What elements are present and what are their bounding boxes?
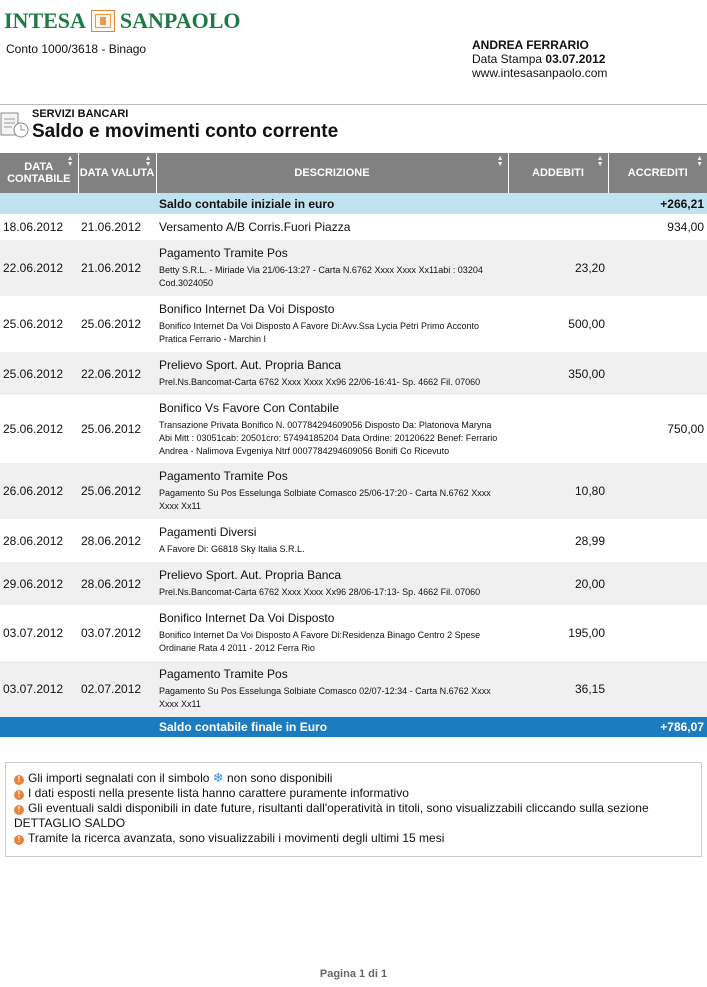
initial-balance-value: +266,21 <box>608 193 707 214</box>
cell-data-contabile: 28.06.2012 <box>0 519 78 562</box>
cell-data-contabile: 25.06.2012 <box>0 296 78 352</box>
description-detail: Betty S.R.L. - Miriade Via 21/06-13:27 - Carta N.6762 Xxxx Xxxx Xx11abi : 03204 Cod.3024050 <box>159 265 483 288</box>
description-title: Bonifico Internet Da Voi Disposto <box>159 302 335 316</box>
cell-descrizione <box>156 240 508 296</box>
cell-addebito: 36,15 <box>508 661 608 717</box>
sort-arrows-icon[interactable]: ▲ ▼ <box>696 155 703 168</box>
cell-data-valuta: 28.06.2012 <box>78 562 156 605</box>
table-row <box>0 661 707 717</box>
cell-descrizione <box>156 214 508 240</box>
info-bullet-icon: ! <box>14 775 24 785</box>
description-title: Prelievo Sport. Aut. Propria Banca <box>159 358 342 372</box>
cell-descrizione <box>156 605 508 661</box>
cell-addebito: 195,00 <box>508 605 608 661</box>
cell-data-valuta: 03.07.2012 <box>78 605 156 661</box>
cell-descrizione <box>156 562 508 605</box>
cell-data-valuta: 21.06.2012 <box>78 240 156 296</box>
document-clock-icon <box>0 110 30 140</box>
cell-descrizione <box>156 519 508 562</box>
info-bullet-icon: ! <box>14 805 24 815</box>
column-header-accrediti[interactable]: ACCREDITI ▲ ▼ <box>608 153 707 193</box>
cell-accredito <box>608 240 707 296</box>
cell-data-valuta: 25.06.2012 <box>78 395 156 463</box>
table-row <box>0 605 707 661</box>
cell-data-contabile: 03.07.2012 <box>0 605 78 661</box>
table-row <box>0 352 707 395</box>
note-item: ! I dati esposti nella presente lista hanno carattere puramente informativo <box>14 786 693 801</box>
description-title: Bonifico Internet Da Voi Disposto <box>159 611 335 625</box>
sort-arrows-icon[interactable]: ▲ ▼ <box>596 155 604 168</box>
cell-data-contabile: 22.06.2012 <box>0 240 78 296</box>
table-row <box>0 562 707 605</box>
cell-data-valuta: 02.07.2012 <box>78 661 156 717</box>
page-number: Pagina 1 di 1 <box>319 968 388 980</box>
snowflake-icon: ❄ <box>212 770 224 785</box>
bank-logo <box>4 8 241 34</box>
cell-accredito: 934,00 <box>608 214 707 240</box>
cell-data-valuta: 21.06.2012 <box>78 214 156 240</box>
cell-accredito: 750,00 <box>608 395 707 463</box>
description-detail: Prel.Ns.Bancomat-Carta 6762 Xxxx Xxxx Xx96 22/06-16:41- Sp. 4662 Fil. 07060 <box>159 377 481 387</box>
cell-addebito: 20,00 <box>508 562 608 605</box>
description-detail: Transazione Privata Bonifico N. 007784294609056 Disposto Da: Platonova Maryna Abi Mitt : 03051cab: 20501cro: 57494185204 Data Ordine: 20120622 Benef: Ferrario Andrea - Nalimova Evgeniya Ntrf 0007784294609056 Bonifi Co Ricevuto <box>159 419 498 456</box>
column-header-data-contabile[interactable]: DATA CONTABILE ▲ ▼ <box>0 153 78 193</box>
table-row <box>0 296 707 352</box>
description-title: Versamento A/B Corris.Fuori Piazza <box>159 220 351 234</box>
description-detail: A Favore Di: G6818 Sky Italia S.R.L. <box>159 544 305 554</box>
movements-table <box>0 153 707 737</box>
cell-addebito <box>508 214 608 240</box>
cell-accredito <box>608 296 707 352</box>
website[interactable]: www.intesasanpaolo.com <box>472 66 608 80</box>
description-detail: Pagamento Su Pos Esselunga Solbiate Comasco 25/06-17:20 - Carta N.6762 Xxxx Xxxx Xx11 <box>159 488 491 511</box>
final-balance-row <box>0 717 707 737</box>
table-row <box>0 519 707 562</box>
cell-data-valuta: 25.06.2012 <box>78 296 156 352</box>
cell-accredito <box>608 605 707 661</box>
cell-accredito <box>608 661 707 717</box>
logo-word-intesa: INTESA <box>4 8 86 33</box>
client-name: ANDREA FERRARIO <box>472 38 589 52</box>
cell-data-contabile: 25.06.2012 <box>0 352 78 395</box>
client-info <box>472 38 607 80</box>
table-row <box>0 395 707 463</box>
cell-descrizione <box>156 395 508 463</box>
cell-data-contabile: 18.06.2012 <box>0 214 78 240</box>
table-header-row <box>0 153 707 193</box>
initial-balance-label: Saldo contabile iniziale in euro <box>156 193 508 214</box>
info-bullet-icon: ! <box>14 790 24 800</box>
final-balance-label: Saldo contabile finale in Euro <box>156 717 508 737</box>
cell-descrizione <box>156 352 508 395</box>
cell-accredito <box>608 463 707 519</box>
column-header-data-valuta[interactable]: DATA VALUTA ▲ ▼ <box>78 153 156 193</box>
sort-arrows-icon[interactable]: ▲ ▼ <box>496 155 504 168</box>
print-date: 03.07.2012 <box>545 52 606 66</box>
cell-addebito: 23,20 <box>508 240 608 296</box>
cell-addebito: 350,00 <box>508 352 608 395</box>
note-item: ! Gli importi segnalati con il simbolo ❄ non sono disponibili <box>14 770 693 786</box>
description-detail: Bonifico Internet Da Voi Disposto A Favore Di:Residenza Binago Centro 2 Spese Ordinarie Rata 4 2011 - 2012 Ferra Rio <box>159 630 481 653</box>
account-label: Conto 1000/3618 - Binago <box>6 42 147 56</box>
description-detail: Bonifico Internet Da Voi Disposto A Favore Di:Avv.Ssa Lycia Petri Primo Acconto Pratica Ferrario - Marchin I <box>159 321 479 344</box>
notes-box <box>5 762 702 857</box>
sort-arrows-icon[interactable]: ▲ ▼ <box>66 155 74 168</box>
print-date-label: Data Stampa <box>472 52 543 66</box>
cell-data-valuta: 22.06.2012 <box>78 352 156 395</box>
cell-descrizione <box>156 463 508 519</box>
sort-arrows-icon[interactable]: ▲ ▼ <box>144 155 152 168</box>
print-date-line <box>472 52 607 66</box>
cell-accredito <box>608 519 707 562</box>
info-bullet-icon: ! <box>14 835 24 845</box>
table-row <box>0 463 707 519</box>
section-label: SERVIZI BANCARI <box>32 108 129 120</box>
cell-descrizione <box>156 661 508 717</box>
initial-balance-row <box>0 193 707 214</box>
description-detail: Prel.Ns.Bancomat-Carta 6762 Xxxx Xxxx Xx96 28/06-17:13- Sp. 4662 Fil. 07060 <box>159 587 481 597</box>
description-title: Pagamento Tramite Pos <box>159 469 288 483</box>
cell-addebito: 10,80 <box>508 463 608 519</box>
cell-addebito: 28,99 <box>508 519 608 562</box>
cell-data-contabile: 03.07.2012 <box>0 661 78 717</box>
cell-data-contabile: 26.06.2012 <box>0 463 78 519</box>
final-balance-value: +786,07 <box>608 717 707 737</box>
table-row <box>0 214 707 240</box>
column-header-addebiti[interactable]: ADDEBITI ▲ ▼ <box>508 153 608 193</box>
description-detail: Pagamento Su Pos Esselunga Solbiate Comasco 02/07-12:34 - Carta N.6762 Xxxx Xxxx Xx11 <box>159 686 491 709</box>
description-title: Bonifico Vs Favore Con Contabile <box>159 400 340 415</box>
table-row <box>0 240 707 296</box>
note-item: ! Gli eventuali saldi disponibili in date future, risultanti dall'operatività in titoli, sono visualizzabili cliccando sulla sezione DETTAGLIO SALDO <box>14 801 649 830</box>
description-title: Pagamenti Diversi <box>159 525 257 539</box>
cell-data-contabile: 29.06.2012 <box>0 562 78 605</box>
cell-data-contabile: 25.06.2012 <box>0 395 78 463</box>
logo-word-sanpaolo: SANPAOLO <box>119 8 241 33</box>
description-title: Prelievo Sport. Aut. Propria Banca <box>159 568 342 582</box>
page-title: Saldo e movimenti conto corrente <box>32 121 339 142</box>
cell-addebito: 500,00 <box>508 296 608 352</box>
cell-accredito <box>608 352 707 395</box>
column-header-descrizione[interactable]: DESCRIZIONE ▲ ▼ <box>156 153 508 193</box>
cell-accredito <box>608 562 707 605</box>
description-title: Pagamento Tramite Pos <box>159 246 288 260</box>
cell-addebito <box>508 395 608 463</box>
note-item: ! Tramite la ricerca avanzata, sono visualizzabili i movimenti degli ultimi 15 mesi <box>14 831 693 846</box>
cell-data-valuta: 28.06.2012 <box>78 519 156 562</box>
header-divider <box>0 104 707 105</box>
logo-mark-icon <box>91 10 115 32</box>
cell-descrizione <box>156 296 508 352</box>
cell-data-valuta: 25.06.2012 <box>78 463 156 519</box>
description-title: Pagamento Tramite Pos <box>159 667 288 681</box>
